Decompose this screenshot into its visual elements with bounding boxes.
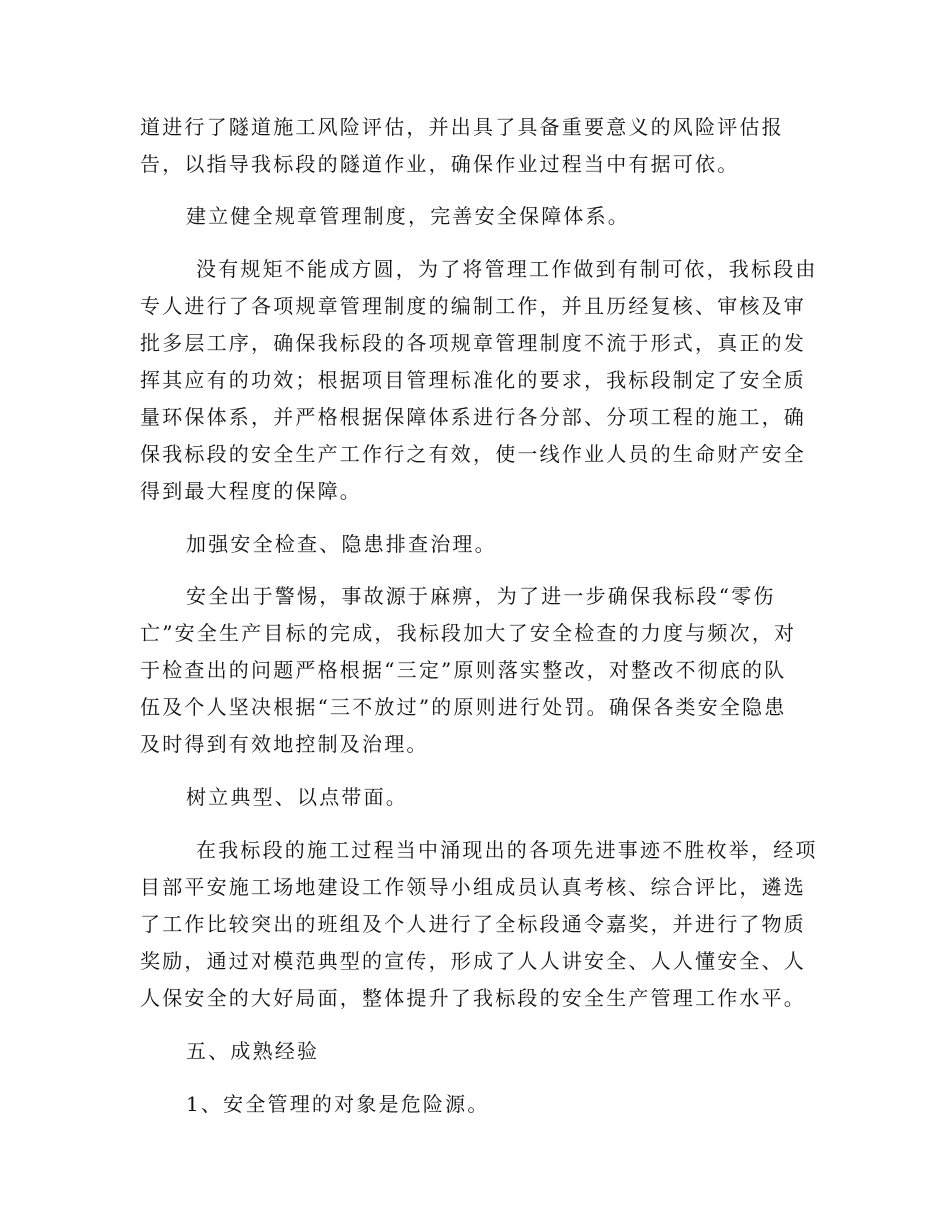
paragraph-line: 亡”安全生产目标的完成，我标段加大了安全检查的力度与频次，对 xyxy=(140,621,797,645)
paragraph-line: 目部平安施工场地建设工作领导小组成员认真考核、综合评比，遴选 xyxy=(140,875,806,899)
section-heading: 树立典型、以点带面。 xyxy=(186,785,408,809)
paragraph-line: 人保安全的大好局面，整体提升了我标段的安全生产管理工作水平。 xyxy=(140,986,806,1010)
paragraph-line: 道进行了隧道施工风险评估，并出具了具备重要意义的风险评估报 xyxy=(140,115,784,139)
section-heading: 建立健全规章管理制度，完善安全保障体系。 xyxy=(186,204,630,228)
paragraph-line: 专人进行了各项规章管理制度的编制工作，并且历经复核、审核及审 xyxy=(140,294,806,318)
paragraph-line: 没有规矩不能成方圆，为了将管理工作做到有制可依，我标段由 xyxy=(196,257,818,281)
paragraph-line: 伍及个人坚决根据“三不放过”的原则进行处罚。确保各类安全隐患 xyxy=(140,695,787,719)
paragraph-line: 于检查出的问题严格根据“三定”原则落实整改，对整改不彻底的队 xyxy=(140,658,787,682)
section-heading: 加强安全检查、隐患排查治理。 xyxy=(186,532,497,556)
paragraph-line: 量环保体系，并严格根据保障体系进行各分部、分项工程的施工，确 xyxy=(140,405,806,429)
paragraph-line: 保我标段的安全生产工作行之有效，使一线作业人员的生命财产安全 xyxy=(140,442,806,466)
paragraph-line: 奖励，通过对模范典型的宣传，形成了人人讲安全、人人懂安全、人 xyxy=(140,949,806,973)
paragraph-line: 得到最大程度的保障。 xyxy=(140,479,362,503)
section-heading: 五、成熟经验 xyxy=(186,1039,320,1063)
paragraph-line: 了工作比较突出的班组及个人进行了全标段通令嘉奖，并进行了物质 xyxy=(140,912,806,936)
paragraph-line: 在我标段的施工过程当中涌现出的各项先进事迹不胜枚举，经项 xyxy=(196,838,818,862)
paragraph-line: 告，以指导我标段的隧道作业，确保作业过程当中有据可依。 xyxy=(140,152,740,176)
paragraph-line: 安全出于警惕，事故源于麻痹，为了进一步确保我标段“零伤 xyxy=(186,584,776,608)
section-heading: 1、安全管理的对象是危险源。 xyxy=(186,1092,490,1116)
paragraph-line: 挥其应有的功效；根据项目管理标准化的要求，我标段制定了安全质 xyxy=(140,368,806,392)
paragraph-line: 及时得到有效地控制及治理。 xyxy=(140,732,429,756)
paragraph-line: 批多层工序，确保我标段的各项规章管理制度不流于形式，真正的发 xyxy=(140,331,806,355)
